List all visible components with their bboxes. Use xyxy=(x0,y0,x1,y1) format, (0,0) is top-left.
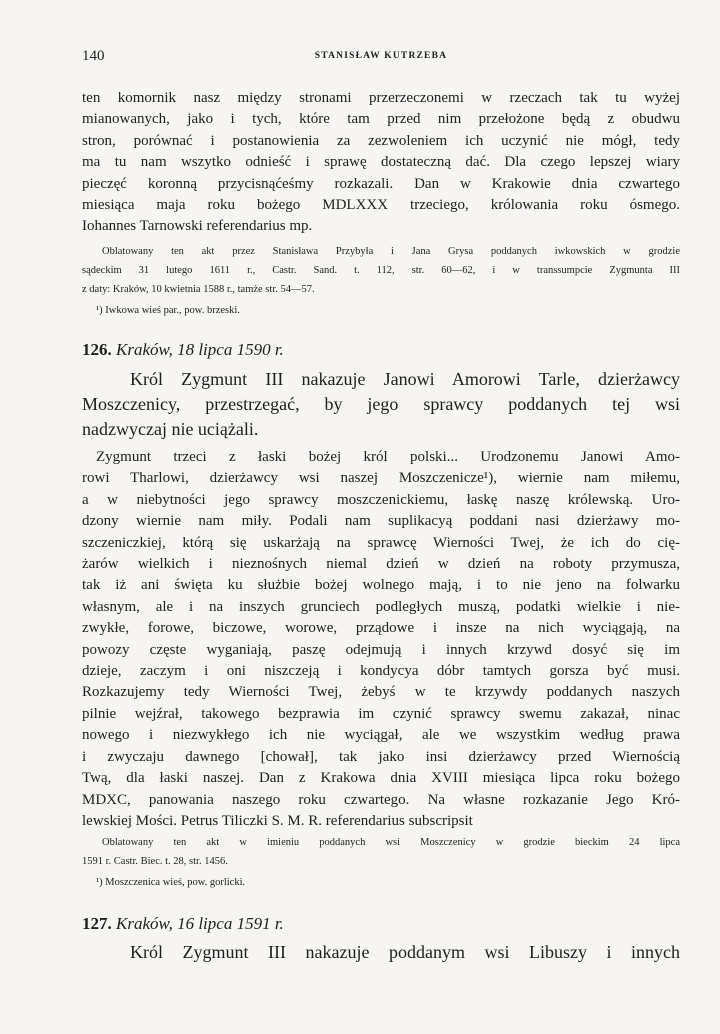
note-line: 1591 r. Castr. Biec. t. 28, str. 1456. xyxy=(82,856,228,867)
text-line: i zwyczaju dawnego [chował], tak jako insi dzierżawcy przed Wiernością xyxy=(82,748,680,765)
note-line: z daty: Kraków, 10 kwietnia 1588 r., tamże str. 54—57. xyxy=(82,284,315,295)
text-line: nowego i niezwykłego ich nie wyciągał, ale we wszystkim według prawa xyxy=(82,727,680,744)
summary-line: nadzwyczaj nie uciążali. xyxy=(82,419,259,439)
running-title: STANISŁAW KUTRZEBA xyxy=(314,51,448,61)
text-line: własnym, ale i na inszych grunciech podległych muszą, podatki wielkie i nie- xyxy=(82,598,680,615)
text-line: mianowanych, jako i tych, które tam przed nim przełożone będą z obudwu xyxy=(82,111,680,128)
note-line: Oblatowany ten akt przez Stanisława Przybyła i Jana Grysa poddanych iwkowskich w grodzie xyxy=(102,246,680,257)
text-line: Zygmunt trzeci z łaski bożej król polski... Urodzonemu Janowi Amo- xyxy=(96,449,680,465)
text-line: miesiąca maja roku bożego MDLXXX trzeciego, królowania roku ósmego. xyxy=(82,197,680,214)
footnote: ¹) Iwkowa wieś par., pow. brzeski. xyxy=(96,305,240,316)
text-line: a w niebytności jego sprawcy moszczenickiemu, łaskę naszę królewską. Uro- xyxy=(82,491,680,508)
previous-document-note xyxy=(82,242,680,299)
document-heading xyxy=(82,912,680,936)
footnote: ¹) Moszczenica wieś, pow. gorlicki. xyxy=(96,877,246,888)
document-126-text xyxy=(82,447,680,832)
previous-document-footnote xyxy=(82,302,680,319)
document-place-date: Kraków, 18 lipca 1590 r. xyxy=(116,340,284,359)
summary-line: Moszczenicy, przestrzegać, by jego sprawcy poddanych tej wsi xyxy=(82,394,680,414)
text-line: ma tu nam wszytko odnieść i sprawę dostateczną dać. Dla czego lepszej wiary xyxy=(82,154,680,171)
document-126-footnote xyxy=(82,874,680,891)
document-127-summary xyxy=(82,940,680,965)
summary-line: Król Zygmunt III nakazuje Janowi Amorowi Tarle, dzierżawcy xyxy=(130,369,680,389)
text-line: pilnie wejźrał, takowego bezprawia im czynić sprawcy swemu zakazał, ninac xyxy=(82,705,680,722)
document-127 xyxy=(82,912,680,936)
document-place-date: Kraków, 16 lipca 1591 r. xyxy=(116,914,284,933)
text-line: tak iż ani święta ku służbie bożej wolnego mają, i to nie jeno na folwarku xyxy=(82,577,680,594)
note-line: sądeckim 31 lutego 1611 r., Castr. Sand. t. 112, str. 60—62, i w transsumpcie Zygmunta III xyxy=(82,265,680,276)
text-line: stron, porównać i postanowienia za zezwoleniem ich uczynić nie mógł, tedy xyxy=(82,132,680,149)
summary-line: Król Zygmunt III nakazuje poddanym wsi Libuszy i innych xyxy=(130,942,680,962)
text-line: rowi Tharlowi, dzierżawcy wsi naszej Moszczenicze¹), wiernie nam miłemu, xyxy=(82,470,680,487)
text-line: lewskiej Mości. Petrus Tiliczki S. M. R. referendarius subscripsit xyxy=(82,812,473,829)
previous-document-text xyxy=(82,88,680,238)
text-line: powozy częste wyganiają, paszę odejmują i innych krzywd dosyć się im xyxy=(82,641,680,658)
note-line: Oblatowany ten akt w imieniu poddanych wsi Moszczenicy w grodzie bieckim 24 lipca xyxy=(102,837,680,848)
text-line: zwykłe, forowe, biczowe, worowe, prządowe i insze na nich wyciągają, na xyxy=(82,620,680,637)
text-line: Iohannes Tarnowski referendarius mp. xyxy=(82,218,313,235)
document-126-note xyxy=(82,833,680,871)
document-126 xyxy=(82,338,680,362)
text-line: MDXC, panowania naszego roku czwartego. Na własne rozkazanie Jego Kró- xyxy=(82,791,680,808)
text-line: żarów wielkich i nieznośnych niemal dzień w dzień na roboty przymusza, xyxy=(82,556,680,573)
text-line: dzony wiernie nam miły. Podali nam suplikacyą poddani nasi dzierżawy mo- xyxy=(82,513,680,530)
document-126-summary xyxy=(82,367,680,442)
text-line: Twą, dla łaski naszej. Dan z Krakowa dnia XVIII miesiąca lipca roku bożego xyxy=(82,770,680,787)
text-line: pieczęć koronną przycisnąćeśmy rozkazali. Dan w Krakowie dnia czwartego xyxy=(82,175,680,192)
text-line: ten komornik nasz między stronami przerzeczonemi w rzeczach tak tu wyżej xyxy=(82,90,680,106)
previous-document xyxy=(82,88,680,238)
document-heading xyxy=(82,338,680,362)
page-header xyxy=(82,48,680,68)
document-number: 126. xyxy=(82,340,112,359)
document-number: 127. xyxy=(82,914,112,933)
page-number: 140 xyxy=(82,48,105,64)
text-line: dzieje, zaczym i oni niszczeją i kondycya dóbr tamtych gorsza być musi. xyxy=(82,663,680,680)
text-line: szczeniczkiej, którą się uskarżają na sprawcę Wierności Twej, że ich do cię- xyxy=(82,534,680,551)
text-line: Rozkazujemy tedy Wierności Twej, żebyś w te krzywdy poddanych naszych xyxy=(82,684,680,701)
